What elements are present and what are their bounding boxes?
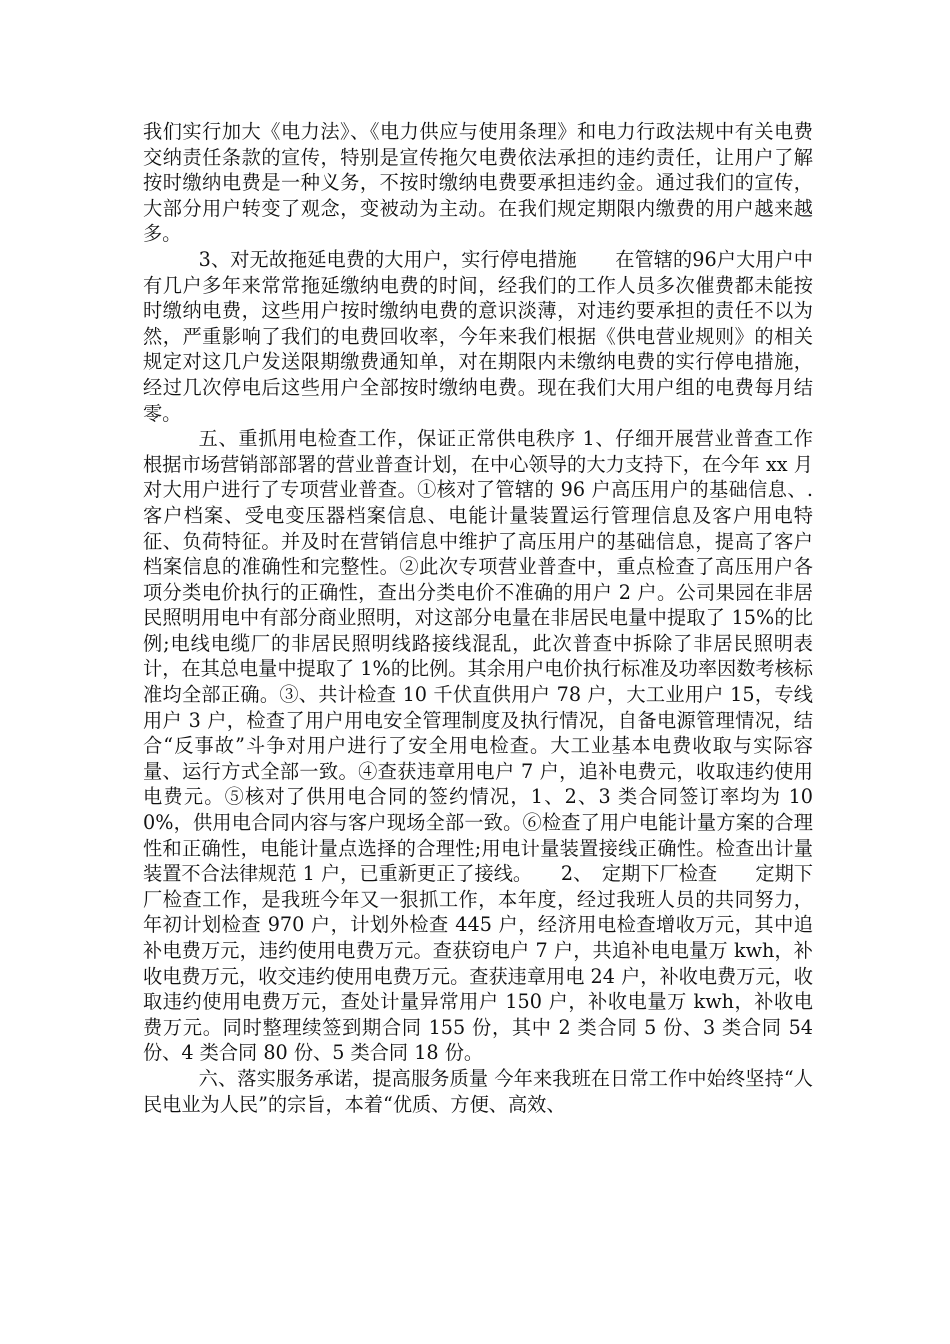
document-body [143,119,852,1117]
paragraph-3: 五、重抓用电检查工作，保证正常供电秩序 1、仔细开展营业普查工作 根据市场营销部部署的营业普查计划，在中心领导的大力支持下，在今年 xx 月对大用户进行了专项营业普查。①核对了管辖的 96 户高压用户的基础信息、.客户档案、受电变压器档案信息、电能计量装置运行管理信息及客户用电特征、负荷特征。并及时在营销信息中维护了高压用户的基础信息，提高了客户档案信息的准确性和完整性。②此次专项营业普查中，重点检查了高压用户各项分类电价执行的正确性，查出分类电价不准确的用户 2 户。公司果园在非居民照明用电中有部分商业照明，对这部分电量在非居民电量中提取了 15%的比例;电线电缆厂的非居民照明线路接线混乱，此次普查中拆除了非居民照明表计，在其总电量中提取了 1%的比例。其余用户电价执行标准及功率因数考核标准均全部正确。③、共计检查 10 千伏直供用户 78 户，大工业用户 15，专线用户 3 户，检查了用户用电安全管理制度及执行情况，自备电源管理情况，结合“反事故”斗争对用户进行了安全用电检查。大工业基本电费收取与实际容量、运行方式全部一致。④查获违章用电户 7 户，追补电费元，收取违约使用电费元。⑤核对了供用电合同的签约情况，1、2、3 类合同签订率均为 100%，供用电合同内容与客户现场全部一致。⑥检查了用户电能计量方案的合理性和正确性，电能计量点选择的合理性;用电计量装置接线正确性。检查出计量装置不合法律规范 1 户，已重新更正了接线。 2、 定期下厂检查 定期下厂检查工作，是我班今年又一狠抓工作，本年度，经过我班人员的共同努力，年初计划检查 970 户，计划外检查 445 户，经济用电检查增收万元，其中追补电费万元，违约使用电费万元。查获窃电户 7 户，共追补电电量万 kwh，补收电费万元，收交违约使用电费万元。查获违章用电 24 户，补收电费万元，收取违约使用电费万元，查处计量异常用户 150 户，补收电量万 kwh，补收电费万元。同时整理续签到期合同 155 份，其中 2 类合同 5 份、3 类合同 54 份、4 类合同 80 份、5 类合同 18 份。 [143,427,852,1065]
paragraph-2: 3、对无故拖延电费的大用户，实行停电措施 在管辖的96户大用户中有几户多年来常常拖延缴纳电费的时间，经我们的工作人员多次催费都未能按时缴纳电费，这些用户按时缴纳电费的意识淡薄，对违约要承担的责任不以为然，严重影响了我们的电费回收率，今年来我们根据《供电营业规则》的相关规定对这几户发送限期缴费通知单，对在期限内未缴纳电费的实行停电措施，经过几次停电后这些用户全部按时缴纳电费。现在我们大用户组的电费每月结零。 [143,247,813,425]
paragraph-1: 我们实行加大《电力法》、《电力供应与使用条理》和电力行政法规中有关电费交纳责任条款的宣传，特别是宣传拖欠电费依法承担的违约责任，让用户了解按时缴纳电费是一种义务，不按时缴纳电费要承担违约金。通过我们的宣传，大部分用户转变了观念，变被动为主动。在我们规定期限内缴费的用户越来越多。 [143,120,813,246]
paragraph-4: 六、落实服务承诺，提高服务质量 今年来我班在日常工作中始终坚持“人民电业为人民”的宗旨，本着“优质、方便、高效、 [143,1066,813,1116]
